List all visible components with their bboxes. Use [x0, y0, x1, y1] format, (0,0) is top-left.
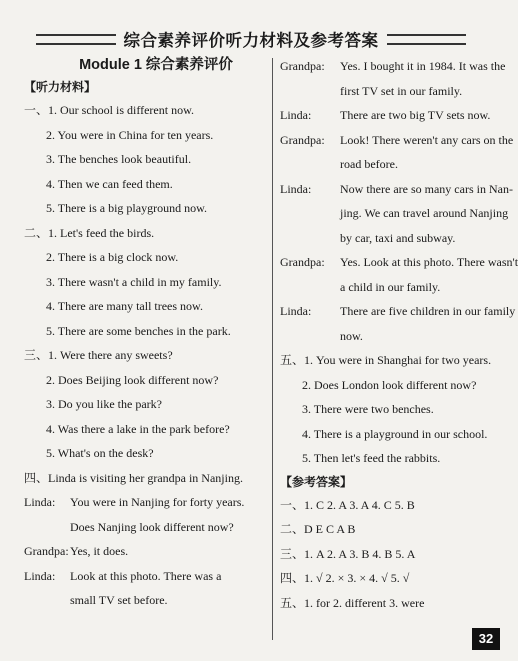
right-column	[280, 54, 518, 615]
dialogue-text: jing. We can travel around Nanjing	[340, 206, 509, 220]
dialogue-text: a child in our family.	[340, 279, 441, 294]
dialogue-line	[280, 201, 509, 226]
speaker-label: Grandpa:	[280, 255, 325, 269]
speaker-label: Linda:	[280, 304, 312, 318]
dialogue-text: There are two big TV sets now.	[340, 108, 491, 122]
dialogue-text: Look! There weren't any cars on the	[340, 132, 514, 147]
listening-line: 3. There wasn't a child in my family.	[46, 274, 222, 289]
dialogue-line	[24, 515, 268, 540]
dialogue-text: Look at this photo. There was a	[70, 568, 222, 583]
listening-line: 2. Does London look different now?	[302, 377, 477, 392]
listening-line: 5. What's on the desk?	[46, 446, 154, 460]
listening-line: 3. Do you like the park?	[46, 397, 162, 411]
dialogue-line	[24, 564, 268, 589]
listening-line: 2. There is a big clock now.	[46, 250, 179, 264]
dialogue-text: first TV set in our family.	[340, 83, 463, 98]
listening-line: 2. You were in China for ten years.	[46, 127, 214, 142]
dialogue-text: small TV set before.	[70, 593, 168, 607]
header-rule-left	[36, 34, 116, 45]
left-column	[24, 54, 268, 613]
speaker-label: Linda:	[280, 108, 312, 122]
speaker-label: Linda:	[280, 181, 312, 196]
dialogue-line	[280, 54, 506, 79]
dialogue-part-2	[280, 54, 518, 348]
listening-lines-part-5	[280, 348, 492, 471]
dialogue-line	[280, 299, 516, 324]
speaker-label: Grandpa:	[24, 544, 69, 558]
listening-heading: 【听力材料】	[24, 80, 97, 94]
dialogue-line	[24, 588, 268, 613]
speaker-label: Linda:	[24, 495, 56, 509]
dialogue-line	[280, 275, 492, 300]
header-rule-right	[387, 34, 467, 45]
listening-line: 一、1. Our school is different now.	[24, 103, 194, 117]
dialogue-text: by car, taxi and subway.	[340, 230, 456, 245]
page-title: 综合素养评价听力材料及参考答案	[123, 31, 379, 50]
dialogue-text: now.	[340, 328, 363, 343]
listening-line: 2. Does Beijing look different now?	[46, 372, 219, 387]
dialogue-line	[24, 490, 268, 515]
dialogue-line	[24, 539, 268, 564]
page-number: 32	[472, 628, 500, 650]
column-divider	[272, 58, 273, 640]
listening-line: 四、Linda is visiting her grandpa in Nanjing.	[24, 470, 243, 485]
listening-line: 5. There is a big playground now.	[46, 201, 207, 215]
listening-line: 5. There are some benches in the park.	[46, 323, 231, 338]
answer-line: 四、1. √ 2. × 3. × 4. √ 5. √	[280, 571, 410, 585]
dialogue-text: Now there are so many cars in Nan-	[340, 181, 513, 196]
page-header	[36, 26, 466, 52]
answer-key	[280, 493, 492, 616]
listening-line: 五、1. You were in Shanghai for two years.	[280, 353, 492, 367]
listening-line: 3. There were two benches.	[302, 402, 434, 416]
dialogue-line	[280, 103, 492, 128]
listening-lines	[24, 98, 268, 490]
speaker-label: Grandpa:	[280, 59, 325, 73]
dialogue-text: Yes. I bought it in 1984. It was the	[340, 59, 506, 73]
listening-line: 4. Was there a lake in the park before?	[46, 421, 230, 436]
listening-line: 4. There is a playground in our school.	[302, 426, 488, 441]
dialogue-text: road before.	[340, 157, 398, 171]
dialogue-part-1	[24, 490, 268, 613]
dialogue-line	[280, 177, 513, 202]
listening-line: 5. Then let's feed the rabbits.	[302, 451, 441, 465]
listening-line: 4. There are many tall trees now.	[46, 299, 203, 313]
speaker-label: Grandpa:	[280, 132, 325, 147]
answer-line: 五、1. for 2. different 3. were	[280, 595, 425, 610]
listening-line: 三、1. Were there any sweets?	[24, 348, 173, 362]
dialogue-line	[280, 226, 492, 251]
listening-line: 二、1. Let's feed the birds.	[24, 225, 155, 240]
dialogue-line	[280, 79, 492, 104]
dialogue-text: There are five children in our family	[340, 304, 516, 318]
dialogue-line	[280, 250, 518, 275]
answer-line: 二、D E C A B	[280, 522, 356, 536]
module-title: Module 1 综合素养评价	[79, 57, 233, 73]
dialogue-text: Yes. Look at this photo. There wasn't	[340, 255, 518, 269]
answers-heading: 【参考答案】	[280, 474, 353, 489]
dialogue-text: You were in Nanjing for forty years.	[70, 495, 245, 509]
dialogue-line	[280, 128, 514, 153]
answer-line: 一、1. C 2. A 3. A 4. C 5. B	[280, 497, 415, 512]
listening-line: 4. Then we can feed them.	[46, 176, 173, 191]
dialogue-text: Does Nanjing look different now?	[70, 519, 234, 534]
dialogue-text: Yes, it does.	[70, 544, 129, 558]
listening-line: 3. The benches look beautiful.	[46, 152, 192, 166]
dialogue-line	[280, 152, 492, 177]
answer-line: 三、1. A 2. A 3. B 4. B 5. A	[280, 546, 416, 561]
dialogue-line	[280, 324, 492, 349]
speaker-label: Linda:	[24, 568, 56, 583]
